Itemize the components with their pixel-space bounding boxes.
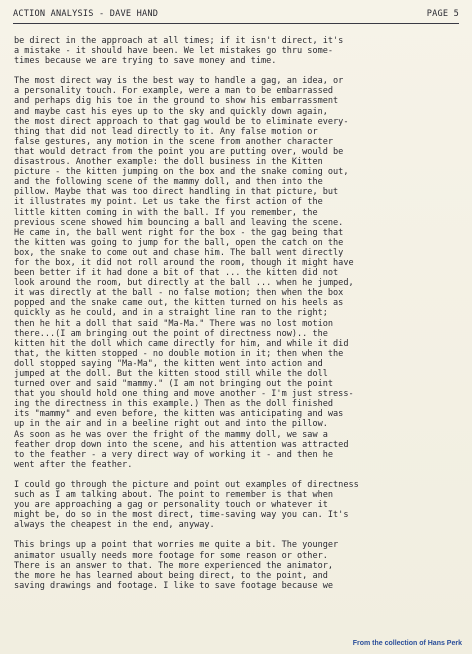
- text-line: a personality touch. For example, were a man to be embarrassed: [14, 86, 334, 97]
- text-line: and perhaps dig his toe in the ground to show his embarrassment: [14, 96, 339, 107]
- text-line: always the cheapest in the end, anyway.: [14, 520, 215, 531]
- text-line: kitten hit the doll which came directly for him, and while it did: [14, 338, 349, 349]
- paragraph: [14, 480, 460, 530]
- text-line: I could go through the picture and point out examples of directness: [14, 479, 359, 490]
- text-line: disastrous. Another example: the doll business in the Kitten: [14, 157, 323, 168]
- text-line: As soon as he was over the fright of the mammy doll, we saw a: [14, 429, 328, 440]
- text-line: to the feather - a very direct way of working it - and then he: [14, 449, 334, 460]
- text-line: the more he has learned about being direct, to the point, and: [14, 570, 328, 581]
- text-line: been better if it had done a bit of that ... the kitten did not: [14, 268, 339, 279]
- text-line: box, the snake to come out and chase him. The ball went directly: [14, 247, 344, 258]
- document-title: ACTION ANALYSIS - DAVE HAND: [13, 9, 159, 19]
- text-line: such as I am talking about. The point to remember is that when: [14, 490, 334, 501]
- text-line: This brings up a point that worries me quite a bit. The younger: [14, 540, 339, 551]
- text-line: be direct in the approach at all times; if it isn't direct, it's: [14, 36, 344, 46]
- collection-credit: From the collection of Hans Perk: [352, 640, 462, 647]
- text-line: doll stopped saying "Ma-Ma", the kitten went into action and: [14, 358, 323, 369]
- text-line: the most direct approach to that gag would be to eliminate every-: [14, 116, 349, 127]
- text-line: picture - the kitten jumping on the box and the snake coming out,: [14, 167, 349, 178]
- text-line: The most direct way is the best way to handle a gag, an idea, or: [14, 76, 344, 87]
- text-line: its "mammy" and even before, the kitten was anticipating and was: [14, 409, 344, 420]
- page-header: [13, 9, 459, 19]
- text-line: previous scene showed him bouncing a ball and leaving the scene.: [14, 217, 344, 228]
- text-line: that you should hold one thing and move another - I'm just stress-: [14, 389, 354, 400]
- text-line: quickly as he could, and in a straight line ran to the right;: [14, 308, 328, 319]
- page-number: PAGE 5: [426, 9, 459, 19]
- text-line: and the following scene of the mammy doll, and then into the: [14, 177, 323, 188]
- paragraph: [14, 36, 460, 66]
- text-line: it was directly at the ball - no false motion; then when the box: [14, 288, 344, 299]
- paragraph: [14, 540, 460, 590]
- text-line: up in the air and in a beeline right out and into the pillow.: [14, 419, 328, 430]
- paragraph: [14, 76, 460, 470]
- text-line: thing that did not lead directly to it. Any false motion or: [14, 126, 318, 137]
- text-line: a mistake - it should have been. We let mistakes go thru some-: [14, 46, 334, 57]
- text-line: saving drawings and footage. I like to save footage because we: [14, 580, 334, 591]
- text-line: and maybe cast his eyes up to the sky and quickly down again,: [14, 106, 328, 117]
- header-rule: [13, 23, 459, 24]
- text-line: the kitten was going to jump for the ball, open the catch on the: [14, 237, 344, 248]
- document-body: [14, 36, 460, 601]
- text-line: there...(I am bringing out the point of directness now).. the: [14, 328, 328, 339]
- text-line: that, the kitten stopped - no double motion in it; then when the: [14, 348, 344, 359]
- text-line: times because we are trying to save money and time.: [14, 56, 277, 67]
- text-line: false gestures, any motion in the scene from another character: [14, 136, 334, 147]
- text-line: pillow. Maybe that was too direct handling in that picture, but: [14, 187, 339, 198]
- text-line: that would detract from the point you are putting over, would be: [14, 146, 344, 157]
- text-line: feather drop down into the scene, and his attention was attracted: [14, 439, 349, 450]
- text-line: you are approaching a gag or personality touch or whatever it: [14, 500, 328, 511]
- text-line: then he hit a doll that said "Ma-Ma." There was no lost motion: [14, 318, 334, 329]
- text-line: went after the feather.: [14, 459, 133, 470]
- text-line: turned over and said "mammy." (I am not bringing out the point: [14, 379, 334, 390]
- text-line: He came in, the ball went right for the box - the gag being that: [14, 227, 344, 238]
- text-line: animator usually needs more footage for some reason or other.: [14, 550, 328, 561]
- text-line: jumped at the doll. But the kitten stood still while the doll: [14, 369, 328, 379]
- text-line: it illustrates my point. Let us take the first action of the: [14, 197, 323, 208]
- text-line: little kitten coming in with the ball. If you remember, the: [14, 207, 318, 218]
- text-line: might be, do so in the most direct, time-saving way you can. It's: [14, 510, 349, 521]
- text-line: ing the directness in this example.) Then as the doll finished: [14, 399, 334, 410]
- text-line: look around the room, but directly at the ball ... when he jumped,: [14, 278, 354, 289]
- text-line: There is an answer to that. The more experienced the animator,: [14, 560, 334, 571]
- text-line: for the box, it did not roll around the room, though it might have: [14, 257, 354, 268]
- text-line: popped and the snake came out, the kitten turned on his heels as: [14, 298, 344, 309]
